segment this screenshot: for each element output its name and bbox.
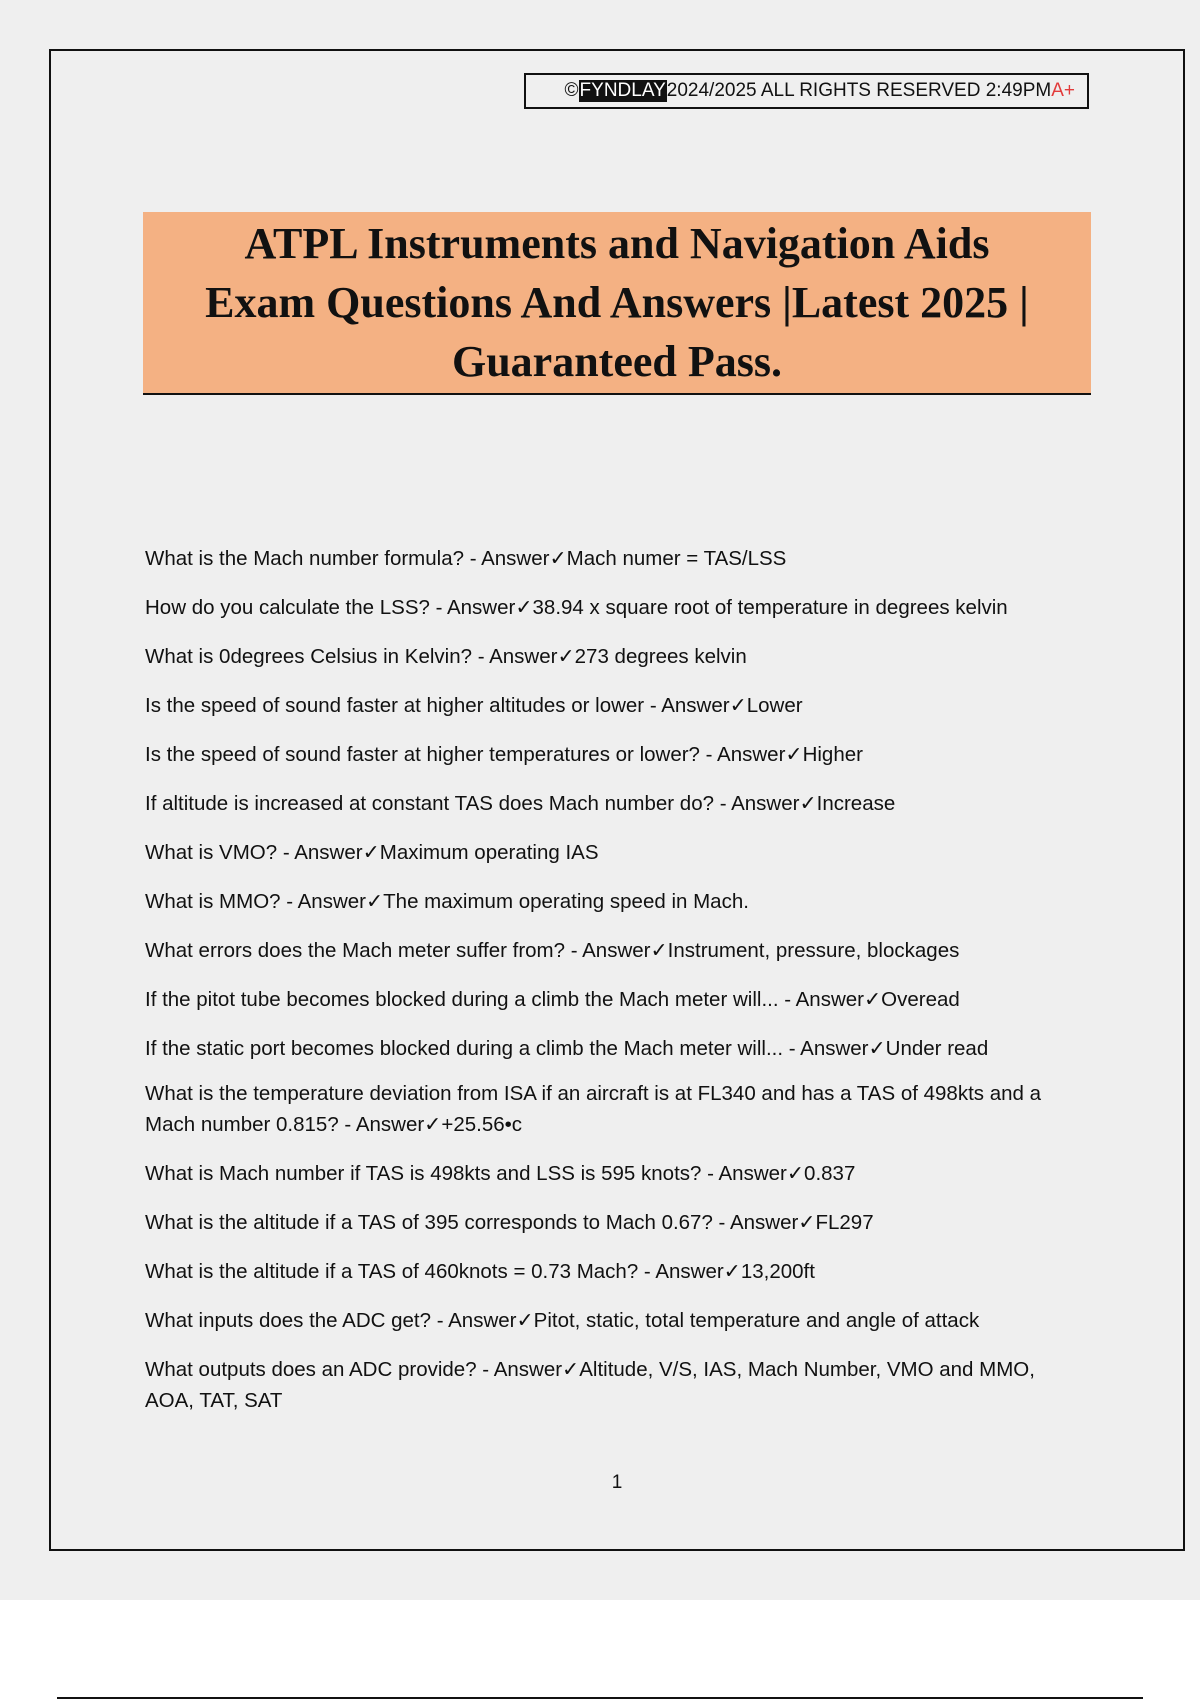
copyright-symbol: © — [564, 80, 579, 101]
qa-item: What is the Mach number formula? - Answer✓Mach numer = TAS/LSS — [145, 547, 787, 570]
qa-item: What inputs does the ADC get? - Answer✓Pitot, static, total temperature and angle of attack — [145, 1309, 980, 1332]
qa-item: What is the temperature deviation from ISA if an aircraft is at FL340 and has a TAS of 498kts and a Mach number 0.815? - Answer✓+25.56•c — [145, 1082, 1042, 1136]
qa-item: What errors does the Mach meter suffer from? - Answer✓Instrument, pressure, blockages — [145, 939, 960, 962]
qa-item: If the pitot tube becomes blocked during a climb the Mach meter will... - Answer✓Overead — [145, 988, 960, 1011]
qa-item: If the static port becomes blocked during a climb the Mach meter will... - Answer✓Under read — [145, 1037, 989, 1060]
qa-item: What outputs does an ADC provide? - Answer✓Altitude, V/S, IAS, Mach Number, VMO and MMO, AOA, TAT, SAT — [145, 1358, 1035, 1412]
next-page-divider — [57, 1697, 1143, 1699]
qa-item: What is VMO? - Answer✓Maximum operating IAS — [145, 841, 599, 864]
document-title — [205, 214, 1029, 391]
qa-item: Is the speed of sound faster at higher temperatures or lower? - Answer✓Higher — [145, 743, 863, 766]
qa-item: What is Mach number if TAS is 498kts and LSS is 595 knots? - Answer✓0.837 — [145, 1162, 856, 1185]
grade-badge: A+ — [1051, 80, 1075, 101]
copyright-notice — [524, 73, 1089, 109]
qa-item: What is the altitude if a TAS of 460knots = 0.73 Mach? - Answer✓13,200ft — [145, 1260, 815, 1283]
page-number: 1 — [611, 1472, 623, 1493]
title-line-3: Guaranteed Pass. — [451, 337, 782, 386]
qa-item: If altitude is increased at constant TAS does Mach number do? - Answer✓Increase — [145, 792, 896, 815]
brand-name: FYNDLAY — [579, 80, 666, 101]
title-banner — [143, 212, 1091, 395]
qa-item: What is MMO? - Answer✓The maximum operating speed in Mach. — [145, 890, 749, 913]
qa-item: Is the speed of sound faster at higher altitudes or lower - Answer✓Lower — [145, 694, 803, 717]
title-line-1: ATPL Instruments and Navigation Aids — [244, 219, 990, 268]
qa-item: What is the altitude if a TAS of 395 corresponds to Mach 0.67? - Answer✓FL297 — [145, 1211, 874, 1234]
qa-item: How do you calculate the LSS? - Answer✓38.94 x square root of temperature in degrees kelvin — [145, 596, 1008, 619]
question-answer-list — [145, 543, 1085, 1434]
title-line-2: Exam Questions And Answers |Latest 2025 | — [205, 278, 1029, 327]
qa-item: What is 0degrees Celsius in Kelvin? - Answer✓273 degrees kelvin — [145, 645, 747, 668]
rights-text: 2024/2025 ALL RIGHTS RESERVED 2:49PM — [666, 80, 1052, 101]
